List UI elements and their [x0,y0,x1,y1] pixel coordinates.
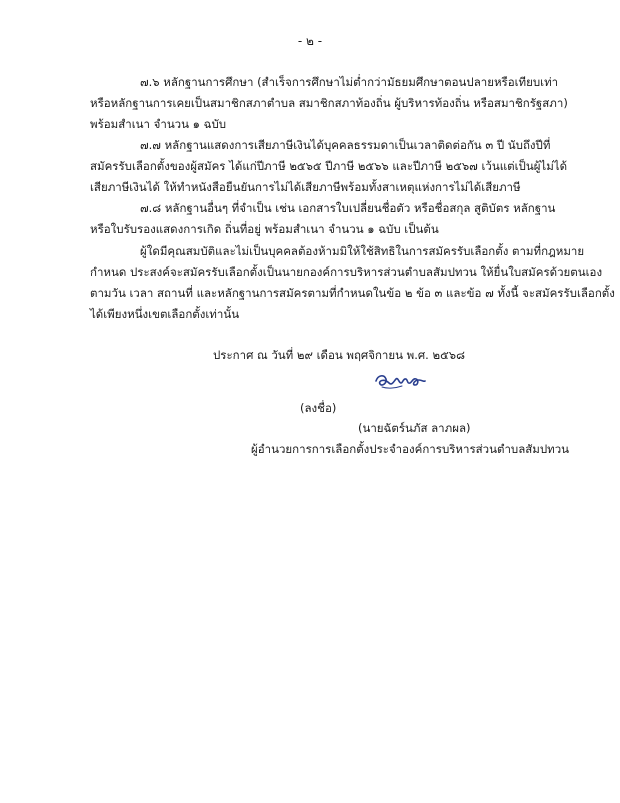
conclusion-line-1: ผู้ใดมีคุณสมบัติและไม่เป็นบุคคลต้องห้ามมิให้ใช้สิทธิในการสมัครรับเลือกตั้ง ตามที่กฎหมาย [140,244,585,258]
announcement-date: ประกาศ ณ วันที่ ๒๙ เดือน พฤศจิกายน พ.ศ. ๒๕๖๘ [213,348,465,362]
conclusion-line-4: ได้เพียงหนึ่งเขตเลือกตั้งเท่านั้น [90,307,240,321]
conclusion-line-2: กำหนด ประสงค์จะสมัครรับเลือกตั้งเป็นนายกองค์การบริหารส่วนตำบลสัมปทวน ให้ยื่นใบสมัครด้วยตนเอง [90,265,603,279]
section-7-7-line-2: สมัครรับเลือกตั้งของผู้สมัคร ได้แก่ปีภาษี ๒๕๖๕ ปีภาษี ๒๕๖๖ และปีภาษี ๒๕๖๗ เว้นแต่เป็นผู้ไม่ได้ [90,159,568,173]
section-7-8-line-1: ๗.๘ หลักฐานอื่นๆ ที่จำเป็น เช่น เอกสารใบเปลี่ยนชื่อตัว หรือชื่อสกุล สูติบัตร หลักฐาน [140,201,556,215]
handwritten-signature [372,369,428,395]
section-7-7-line-3: เสียภาษีเงินได้ ให้ทำหนังสือยืนยันการไม่ได้เสียภาษีพร้อมทั้งสาเหตุแห่งการไม่ได้เสียภาษี [90,180,521,194]
section-7-6-line-1: ๗.๖ หลักฐานการศึกษา (สำเร็จการศึกษาไม่ต่ำกว่ามัธยมศึกษาตอนปลายหรือเทียบเท่า [140,75,559,89]
section-7-6-line-3: พร้อมสำเนา จำนวน ๑ ฉบับ [90,117,227,131]
page-number: - ๒ - [297,34,323,48]
signature-label: (ลงชื่อ) [300,401,337,415]
section-7-7-line-1: ๗.๗ หลักฐานแสดงการเสียภาษีเงินได้บุคคลธรรมดาเป็นเวลาติดต่อกัน ๓ ปี นับถึงปีที่ [140,138,551,152]
conclusion-line-3: ตามวัน เวลา สถานที่ และหลักฐานการสมัครตามที่กำหนดในข้อ ๒ ข้อ ๓ และข้อ ๗ ทั้งนี้ จะสมัครรับเลือกตั้ง [90,286,615,300]
signer-name: (นายฉัตร์นภัส ลาภผล) [358,421,471,435]
section-7-8-line-2: หรือใบรับรองแสดงการเกิด ถิ่นที่อยู่ พร้อมสำเนา จำนวน ๑ ฉบับ เป็นต้น [90,222,439,236]
section-7-6-line-2: หรือหลักฐานการเคยเป็นสมาชิกสภาตำบล สมาชิกสภาท้องถิ่น ผู้บริหารท้องถิ่น หรือสมาชิกรัฐสภา) [90,96,568,110]
signer-title: ผู้อำนวยการการเลือกตั้งประจำองค์การบริหารส่วนตำบลสัมปทวน [251,442,570,456]
